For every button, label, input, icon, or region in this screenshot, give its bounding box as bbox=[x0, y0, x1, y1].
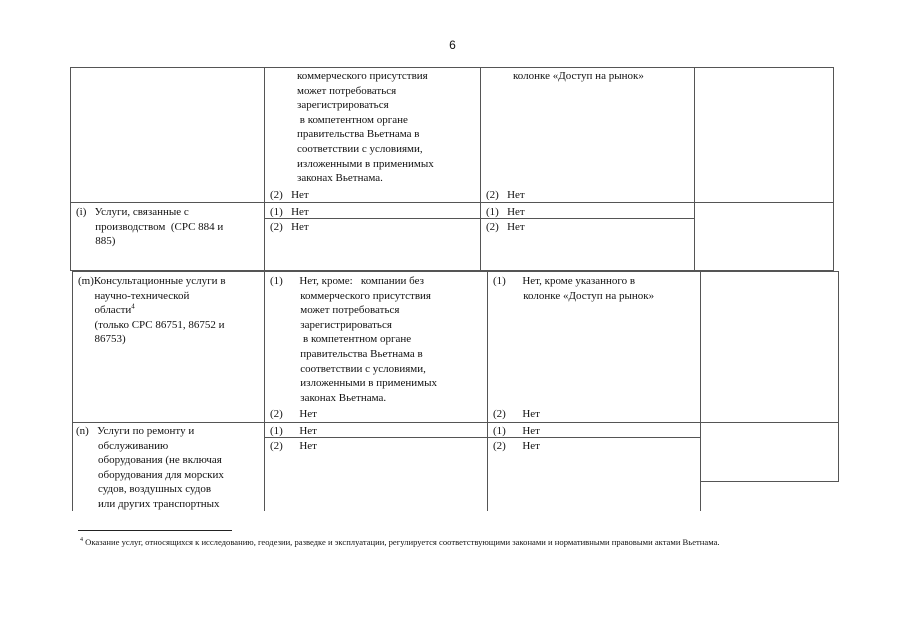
text-line: судов, воздушных судов bbox=[76, 483, 212, 496]
text-line: (только СРС 86751, 86752 и bbox=[78, 318, 225, 331]
table2-top-border bbox=[72, 271, 839, 272]
table2-right-cell-bottom bbox=[700, 481, 839, 482]
table2-right-border bbox=[838, 271, 839, 482]
row-m-col2-text bbox=[270, 274, 437, 405]
footnote-mark: 4 bbox=[80, 537, 83, 544]
text-line: 885) bbox=[76, 235, 116, 248]
text-line: зарегистрироваться bbox=[297, 99, 389, 112]
table1-col-divider-3 bbox=[694, 67, 695, 271]
block1-col2-text bbox=[297, 69, 434, 186]
text-line bbox=[78, 303, 226, 318]
footnote-separator bbox=[78, 530, 232, 531]
table1-col-divider-2 bbox=[480, 67, 481, 271]
row-n-service bbox=[76, 424, 224, 512]
text-line: правительства Вьетнама в bbox=[270, 347, 423, 360]
table1-row-divider bbox=[70, 202, 834, 203]
table1-col-divider-1 bbox=[264, 67, 265, 271]
text-line: (m)Консультационные услуги в bbox=[78, 275, 226, 287]
text-line: изложенными в применимых bbox=[270, 377, 437, 390]
text-line: законах Вьетнама. bbox=[297, 172, 383, 185]
row-m-service bbox=[78, 274, 226, 347]
text-line: (n) Услуги по ремонту и bbox=[76, 425, 195, 437]
table1-inner-rule-i bbox=[264, 218, 694, 219]
block1-col3-text: колонке «Доступ на рынок» bbox=[513, 70, 644, 82]
table2-col-divider-3 bbox=[700, 271, 701, 511]
text-line: коммерческого присутствия bbox=[297, 70, 428, 82]
text-line: правительства Вьетнама в bbox=[297, 128, 420, 141]
row-i-service bbox=[76, 205, 223, 249]
text-line: (i) Услуги, связанные с bbox=[76, 206, 189, 218]
text-line: или других транспортных bbox=[76, 497, 220, 510]
text-line: области bbox=[78, 304, 132, 317]
text-line: в компетентном органе bbox=[297, 113, 408, 126]
text-line: научно-технической bbox=[78, 289, 190, 302]
row-i-col2-item2: (2) Нет bbox=[270, 221, 309, 233]
text-line: 86753) bbox=[78, 333, 126, 346]
text-line: оборудования (не включая bbox=[76, 454, 222, 467]
row-i-col3-item2: (2) Нет bbox=[486, 221, 525, 233]
text-line: законах Вьетнама. bbox=[270, 391, 387, 404]
table2-inner-rule-n bbox=[264, 437, 700, 438]
row-i-col3-item1: (1) Нет bbox=[486, 206, 525, 218]
footnote-text: Оказание услуг, относящихся к исследованию, геодезии, разведке и эксплуатации, регулируется соответствующими законами и нормативными правовыми актами Вьетнама. bbox=[83, 537, 720, 547]
text-line: зарегистрироваться bbox=[270, 318, 392, 331]
row-m-col3-text bbox=[493, 274, 654, 303]
footnote-reference: 4 bbox=[131, 302, 135, 311]
text-line: колонке «Доступ на рынок» bbox=[493, 289, 655, 302]
text-line: соответствии с условиями, bbox=[297, 142, 423, 155]
table1-top-border bbox=[70, 67, 834, 68]
text-line: изложенными в применимых bbox=[297, 157, 434, 170]
text-line: коммерческого присутствия bbox=[270, 289, 431, 302]
text-line: может потребоваться bbox=[297, 84, 397, 97]
footnote bbox=[80, 536, 840, 548]
block1-col3-item2: (2) Нет bbox=[486, 189, 525, 201]
text-line: производством (СРС 884 и bbox=[76, 220, 224, 233]
table2-left-border bbox=[72, 271, 73, 511]
row-i-col2-item1: (1) Нет bbox=[270, 206, 309, 218]
text-line: оборудования для морских bbox=[76, 468, 224, 481]
text-line: (1) Нет, кроме указанного в bbox=[493, 275, 636, 287]
text-line: обслуживанию bbox=[76, 439, 169, 452]
block1-col2-item2: (2) Нет bbox=[270, 189, 309, 201]
text-line: (1) Нет, кроме: компании без bbox=[270, 275, 424, 287]
table2-col-divider-2 bbox=[487, 271, 488, 511]
text-line: соответствии с условиями, bbox=[270, 362, 426, 375]
text-line: в компетентном органе bbox=[270, 333, 412, 346]
table2-row-divider bbox=[72, 422, 839, 423]
row-n-col3-item1: (1) Нет bbox=[493, 425, 540, 437]
text-line: может потребоваться bbox=[270, 304, 400, 317]
table2-col-divider-1 bbox=[264, 271, 265, 511]
row-n-col2-item2: (2) Нет bbox=[270, 440, 317, 452]
row-m-col2-item2: (2) Нет bbox=[270, 408, 317, 420]
table1-left-border bbox=[70, 67, 71, 271]
page-number: 6 bbox=[449, 38, 456, 52]
row-m-col3-item2: (2) Нет bbox=[493, 408, 540, 420]
table1-right-border bbox=[833, 67, 834, 271]
row-n-col2-item1: (1) Нет bbox=[270, 425, 317, 437]
row-n-col3-item2: (2) Нет bbox=[493, 440, 540, 452]
